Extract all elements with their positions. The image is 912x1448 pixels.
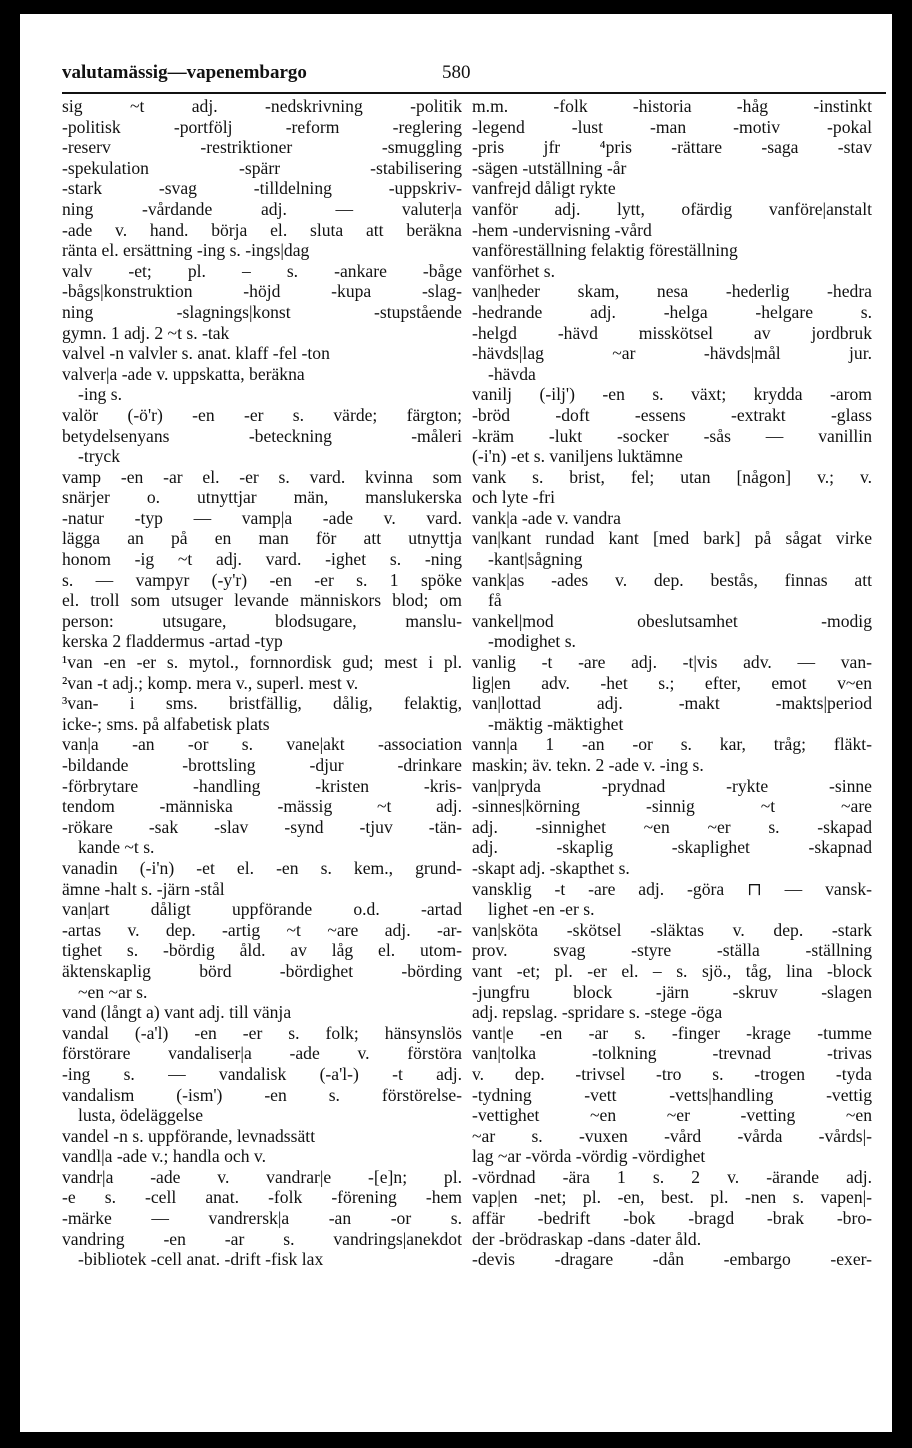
dictionary-page [20, 14, 892, 1432]
entry-line: -tryck [78, 446, 121, 467]
entry-line: valvel -n valvler s. anat. klaff -fel -ton [62, 343, 330, 364]
entry-line: van|heder skam, nesa -hederlig -hedra [472, 281, 872, 302]
entry-line: -hem -undervisning -vård [472, 219, 652, 240]
entry-line: -modighet s. [488, 631, 576, 652]
entry-line: ränta el. ersättning -ing s. -ings|dag [62, 240, 310, 261]
entry-line: -vettighet ~en ~er -vetting ~en [472, 1105, 872, 1126]
entry-line: valver|a -ade v. uppskatta, beräkna [62, 363, 305, 384]
entry-line: lighet -en -er s. [488, 899, 595, 920]
entry-line: tighet s. -bördig åld. av låg el. utom- [62, 940, 462, 961]
entry-line: -bröd -doft -essens -extrakt -glass [472, 404, 872, 425]
entry-line: snärjer o. utnyttjar män, manslukerska [62, 487, 462, 508]
page-number: 580 [442, 62, 471, 83]
entry-line: -rökare -sak -slav -synd -tjuv -tän- [62, 816, 462, 837]
entry-line: -kant|sågning [488, 549, 583, 570]
entry-line: -jungfru block -järn -skruv -slagen [472, 981, 872, 1002]
entry-line: affär -bedrift -bok -bragd -brak -bro- [472, 1208, 872, 1229]
entry-line: -reserv -restriktioner -smuggling [62, 137, 462, 158]
entry-line: person: utsugare, blodsugare, manslu- [62, 610, 462, 631]
entry-line: -hedrande adj. -helga -helgare s. [472, 301, 872, 322]
entry-line: äktenskaplig börd -bördighet -börding [62, 960, 462, 981]
entry-line: der -brödraskap -dans -dater åld. [472, 1228, 702, 1249]
entry-line: ning -slagnings|konst -stupstående [62, 301, 462, 322]
entry-line: honom -ig ~t adj. vard. -ighet s. -ning [62, 549, 462, 570]
entry-line: -vördnad -ära 1 s. 2 v. -ärande adj. [472, 1166, 872, 1187]
entry-line: -politisk -portfölj -reform -reglering [62, 116, 462, 137]
entry-line: maskin; äv. tekn. 2 -ade v. -ing s. [472, 755, 704, 775]
entry-line: -mäktig -mäktighet [488, 713, 624, 734]
entry-line: ~en ~ar s. [78, 981, 148, 1002]
entry-line: van|a -an -or s. vane|akt -association [62, 734, 462, 755]
entry-line: -ing s. [78, 384, 122, 405]
entry-line: kerska 2 fladdermus -artad -typ [62, 631, 283, 652]
entry-line: vand (långt a) vant adj. till vänja [62, 1002, 292, 1023]
entry-line: -bildande -brottsling -djur -drinkare [62, 755, 462, 775]
entry-line: -sägen -utställning -år [472, 157, 627, 178]
entry-line: -e s. -cell anat. -folk -förening -hem [62, 1187, 462, 1208]
entry-line: betydelsenyans -beteckning -måleri [62, 425, 462, 446]
entry-line: v. dep. -trivsel -tro s. -trogen -tyda [472, 1063, 872, 1084]
entry-line: adj. -sinnighet ~en ~er s. -skapad [472, 816, 872, 837]
entry-line: -hävds|lag ~ar -hävds|mål jur. [472, 343, 872, 364]
entry-line: vap|en -net; pl. -en, best. pl. -nen s. vapen|- [472, 1187, 872, 1208]
entry-line: -sinnes|körning -sinnig ~t ~are [472, 796, 872, 817]
entry-line: ²van -t adj.; komp. mera v., superl. mest v. [62, 672, 359, 693]
entry-line: -bågs|konstruktion -höjd -kupa -slag- [62, 281, 462, 302]
entry-line: van|art dåligt uppförande o.d. -artad [62, 899, 462, 920]
entry-line: -stark -svag -tilldelning -uppskriv- [62, 178, 462, 199]
entry-line: förstörare vandaliser|a -ade v. förstöra [62, 1043, 462, 1064]
entry-line: vamp -en -ar el. -er s. vard. kvinna som [62, 466, 462, 487]
entry-line: -helgd -hävd misskötsel av jordbruk [472, 322, 872, 343]
entry-line: -kräm -lukt -socker -sås — vanillin [472, 425, 872, 446]
entry-line: van|kant rundad kant [med bark] på sågat virke [472, 528, 872, 549]
entry-line: adj. -skaplig -skaplighet -skapnad [472, 837, 872, 858]
entry-line: van|sköta -skötsel -släktas v. dep. -stark [472, 919, 872, 940]
entry-line: tendom -människa -mässig ~t adj. [62, 796, 462, 817]
entry-line: valör (-ö'r) -en -er s. värde; färgton; [62, 404, 462, 425]
entry-line: vandalism (-ism') -en s. förstörelse- [62, 1084, 462, 1105]
entry-line: vanilj (-ilj') -en s. växt; krydda -arom [472, 384, 872, 405]
entry-line: van|pryda -prydnad -rykte -sinne [472, 775, 872, 796]
entry-line: -spekulation -spärr -stabilisering [62, 157, 462, 178]
entry-line: vanföreställning felaktig föreställning [472, 240, 738, 261]
entry-line: vandr|a -ade v. vandrar|e -[e]n; pl. [62, 1166, 462, 1187]
entry-line: lägga an på en man för att utnyttja [62, 528, 462, 549]
entry-line: -ing s. — vandalisk (-a'l-) -t adj. [62, 1063, 462, 1084]
right-column [472, 96, 872, 1270]
entry-line: kande ~t s. [78, 837, 155, 858]
entry-line: -märke — vandrersk|a -an -or s. [62, 1208, 462, 1229]
entry-line: vank|as -ades v. dep. bestås, finnas att [472, 569, 872, 590]
entry-line: vann|a 1 -an -or s. kar, tråg; fläkt- [472, 734, 872, 755]
entry-line: vandel -n s. uppförande, levnadssätt [62, 1125, 316, 1146]
entry-line: lig|en adv. -het s.; efter, emot v~en [472, 672, 872, 693]
entry-line: vanadin (-i'n) -et el. -en s. kem., grund- [62, 857, 462, 878]
entry-line: ¹van -en -er s. mytol., fornnordisk gud; mest i pl. [62, 652, 462, 673]
entry-line: (-i'n) -et s. vaniljens luktämne [472, 446, 683, 467]
page-header [62, 62, 886, 86]
entry-line: vanfrejd dåligt rykte [472, 178, 616, 199]
entry-line: adj. repslag. -spridare s. -stege -öga [472, 1002, 723, 1023]
entry-line: -natur -typ — vamp|a -ade v. vard. [62, 507, 462, 528]
entry-line: -devis -dragare -dån -embargo -exer- [472, 1249, 872, 1270]
entry-line: -bibliotek -cell anat. -drift -fisk lax [78, 1249, 324, 1270]
entry-line: vandring -en -ar s. vandrings|anekdot [62, 1228, 462, 1249]
entry-line: vanlig -t -are adj. -t|vis adv. — van- [472, 652, 872, 673]
entry-line: -tydning -vett -vetts|handling -vettig [472, 1084, 872, 1105]
entry-line: vant|e -en -ar s. -finger -krage -tumme [472, 1022, 872, 1043]
running-head: valutamässig—vapenembargo [62, 62, 307, 83]
left-column [62, 96, 462, 1270]
entry-line: vank s. brist, fel; utan [någon] v.; v. [472, 466, 872, 487]
entry-line: icke-; sms. på alfabetisk plats [62, 713, 270, 734]
entry-line: ~ar s. -vuxen -vård -vårda -vårds|- [472, 1125, 872, 1146]
entry-line: -hävda [488, 363, 536, 384]
entry-line: s. — vampyr (-y'r) -en -er s. 1 spöke [62, 569, 462, 590]
entry-line: m.m. -folk -historia -håg -instinkt [472, 96, 872, 116]
entry-line: van|lottad adj. -makt -makts|period [472, 693, 872, 714]
entry-line: och lyte -fri [472, 487, 556, 508]
entry-line: vank|a -ade v. vandra [472, 507, 621, 528]
entry-line: vandl|a -ade v.; handla och v. [62, 1146, 266, 1167]
entry-line: få [488, 590, 502, 611]
entry-line: vandal (-a'l) -en -er s. folk; hänsynslös [62, 1022, 462, 1043]
entry-line: prov. svag -styre -ställa -ställning [472, 940, 872, 961]
entry-line: vanför adj. lytt, ofärdig vanföre|anstalt [472, 198, 872, 219]
entry-line: -skapt adj. -skapthet s. [472, 857, 630, 878]
entry-line: el. troll som utsuger levande människors blod; om [62, 590, 462, 611]
entry-line: van|tolka -tolkning -trevnad -trivas [472, 1043, 872, 1064]
entry-line: ämne -halt s. -järn -stål [62, 878, 225, 899]
entry-line: sig ~t adj. -nedskrivning -politik [62, 96, 462, 116]
entry-line: -ade v. hand. börja el. sluta att beräkna [62, 219, 462, 240]
entry-line: vansklig -t -are adj. -göra ⊓ — vansk- [472, 878, 872, 899]
header-rule [62, 92, 886, 94]
entry-line: -artas v. dep. -artig ~t ~are adj. -ar- [62, 919, 462, 940]
entry-line: valv -et; pl. – s. -ankare -båge [62, 260, 462, 281]
entry-line: -pris jfr ⁴pris -rättare -saga -stav [472, 137, 872, 158]
entry-line: ³van- i sms. bristfällig, dålig, felaktig, [62, 693, 462, 714]
entry-line: lusta, ödeläggelse [78, 1105, 204, 1126]
entry-line: vant -et; pl. -er el. – s. sjö., tåg, lina -block [472, 960, 872, 981]
entry-line: -legend -lust -man -motiv -pokal [472, 116, 872, 137]
entry-line: vanförhet s. [472, 260, 556, 281]
entry-line: ning -vårdande adj. — valuter|a [62, 198, 462, 219]
entry-line: -förbrytare -handling -kristen -kris- [62, 775, 462, 796]
entry-line: gymn. 1 adj. 2 ~t s. -tak [62, 322, 230, 343]
entry-line: lag ~ar -vörda -vördig -vördighet [472, 1146, 706, 1167]
entry-line: vankel|mod obeslutsamhet -modig [472, 610, 872, 631]
